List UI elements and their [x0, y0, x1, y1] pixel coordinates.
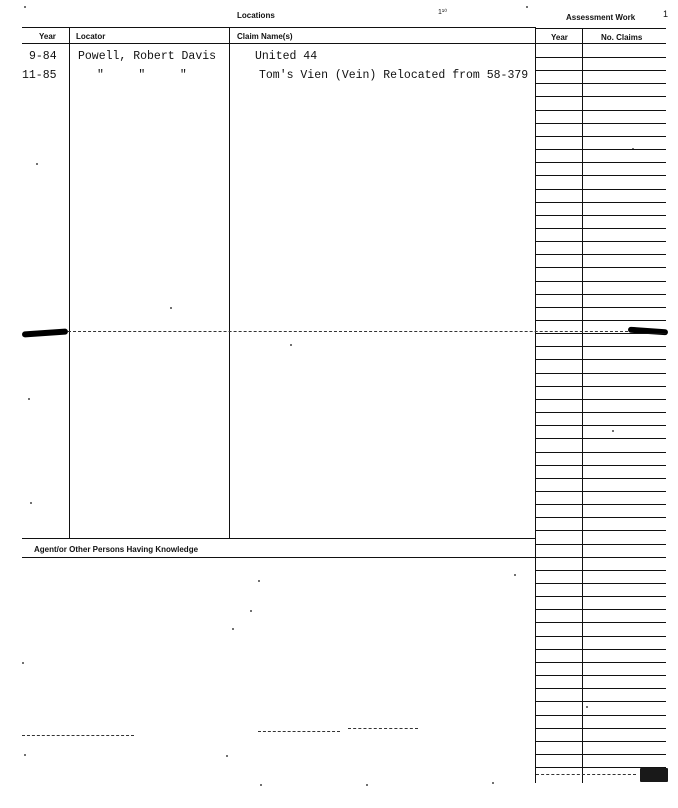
year-locator-divider: [69, 28, 70, 538]
ruled-line: [536, 478, 666, 479]
ruled-line: [536, 123, 666, 124]
right-ink-mark: [628, 327, 668, 336]
ruled-line: [536, 609, 666, 610]
ruled-line: [536, 386, 666, 387]
ruled-line: [536, 530, 666, 531]
ruled-line: [536, 517, 666, 518]
entry-locator: " " ": [97, 69, 187, 82]
speck: [258, 580, 260, 582]
ruled-line: [536, 307, 666, 308]
locator-claim-divider: [229, 28, 230, 538]
speck: [492, 782, 494, 784]
ruled-line: [536, 715, 666, 716]
speck: [30, 502, 32, 504]
ruled-line: [536, 688, 666, 689]
aw-year-column-header: Year: [551, 33, 568, 42]
bottom-dashed-mid: [258, 731, 340, 732]
ruled-line: [536, 491, 666, 492]
ruled-line: [536, 754, 666, 755]
claim-assessment-divider: [535, 28, 536, 783]
bottom-dashed-right: [348, 728, 418, 729]
ruled-line: [536, 57, 666, 58]
ruled-line: [536, 202, 666, 203]
aw-year-claims-divider: [582, 28, 583, 783]
stray-mark-top: 1¹⁰: [438, 9, 448, 16]
ruled-line: [536, 570, 666, 571]
speck: [250, 610, 252, 612]
speck: [526, 6, 528, 8]
ruled-line: [536, 241, 666, 242]
ruled-line: [536, 215, 666, 216]
entry-locator: Powell, Robert Davis: [78, 50, 217, 63]
speck: [28, 398, 30, 400]
speck: [514, 574, 516, 576]
no-claims-column-header: No. Claims: [601, 33, 643, 42]
ruled-line: [536, 767, 666, 768]
stray-mark-right: 1: [663, 9, 669, 19]
assessment-top-rule: [536, 28, 666, 29]
ruled-line: [536, 70, 666, 71]
ruled-line: [536, 320, 666, 321]
ruled-line: [536, 438, 666, 439]
claim-names-column-header: Claim Name(s): [237, 32, 293, 41]
ruled-line: [536, 333, 666, 334]
ruled-line: [536, 701, 666, 702]
ruled-line: [536, 96, 666, 97]
bottom-noise-line: [536, 774, 636, 775]
ruled-line: [536, 662, 666, 663]
ruled-line: [536, 465, 666, 466]
ruled-line: [536, 504, 666, 505]
locations-header: Locations: [237, 11, 275, 20]
entry-claim: Tom's Vien (Vein) Relocated from 58-379: [259, 69, 529, 82]
speck: [170, 307, 172, 309]
ruled-line: [536, 189, 666, 190]
ruled-line: [536, 346, 666, 347]
ruled-line: [536, 544, 666, 545]
ruled-line: [536, 399, 666, 400]
agent-top-rule: [22, 538, 536, 539]
ruled-line: [536, 425, 666, 426]
ruled-line: [536, 175, 666, 176]
entry-year: 9-84: [29, 50, 57, 63]
speck: [24, 6, 26, 8]
speck: [22, 662, 24, 664]
speck: [36, 163, 38, 165]
speck: [612, 430, 614, 432]
entry-claim: United 44: [255, 50, 318, 63]
speck: [260, 784, 262, 786]
ruled-line: [536, 675, 666, 676]
speck: [24, 754, 26, 756]
ruled-line: [536, 741, 666, 742]
ruled-line: [536, 622, 666, 623]
ruled-line: [536, 149, 666, 150]
mid-dashed-rule: [68, 331, 628, 332]
ruled-line: [536, 596, 666, 597]
ruled-line: [536, 254, 666, 255]
ruled-line: [536, 373, 666, 374]
ruled-line: [536, 281, 666, 282]
speck: [226, 755, 228, 757]
ruled-line: [536, 412, 666, 413]
year-column-header: Year: [39, 32, 56, 41]
ruled-line: [536, 649, 666, 650]
ruled-line: [536, 136, 666, 137]
speck: [232, 628, 234, 630]
agent-header-rule: [22, 557, 536, 558]
locator-column-header: Locator: [76, 32, 106, 41]
ruled-line: [536, 162, 666, 163]
entry-year: 11-85: [22, 69, 57, 82]
ruled-line: [536, 636, 666, 637]
ruled-line: [536, 83, 666, 84]
ruled-line: [536, 110, 666, 111]
speck: [290, 344, 292, 346]
ruled-line: [536, 294, 666, 295]
ruled-line: [536, 557, 666, 558]
column-header-rule: [22, 43, 666, 44]
agent-header: Agent/or Other Persons Having Knowledge: [34, 545, 199, 554]
assessment-work-header: Assessment Work: [566, 13, 636, 22]
ruled-line: [536, 583, 666, 584]
left-ink-mark: [22, 328, 68, 337]
speck: [586, 706, 588, 708]
ruled-line: [536, 359, 666, 360]
header-top-rule: [22, 27, 536, 28]
ruled-line: [536, 228, 666, 229]
ruled-line: [536, 728, 666, 729]
bottom-right-ink-block: [640, 768, 668, 782]
ruled-line: [536, 452, 666, 453]
speck: [366, 784, 368, 786]
ruled-line: [536, 267, 666, 268]
bottom-dashed-left: [22, 735, 134, 736]
